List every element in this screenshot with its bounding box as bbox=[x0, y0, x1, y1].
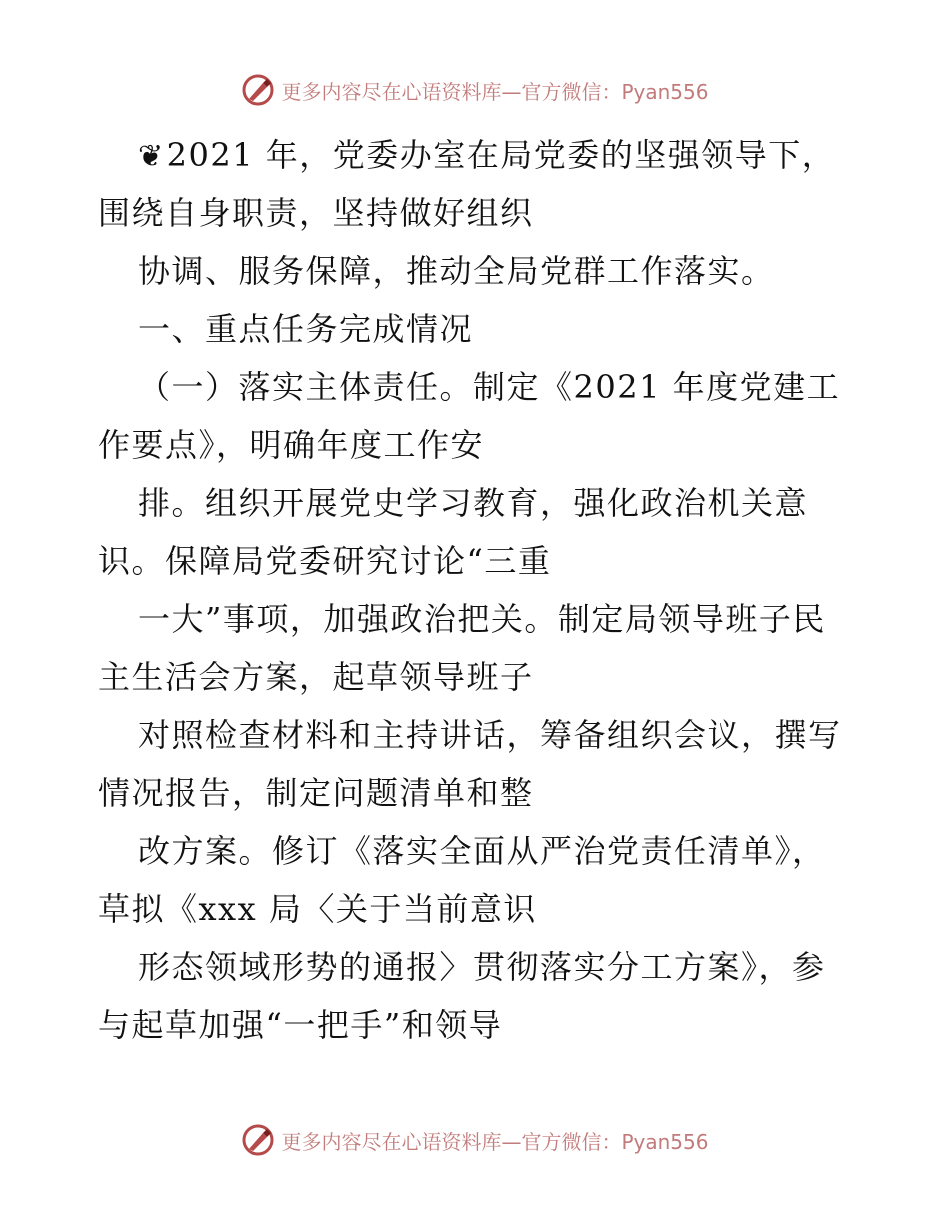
section-heading: 一、重点任务完成情况 bbox=[138, 310, 474, 348]
paragraph-line: 一大”事项，加强政治把关。制定局领导班子民 bbox=[138, 600, 826, 638]
paragraph-line: 识。保障局党委研究讨论“三重 bbox=[98, 542, 552, 580]
paragraph-line: 对照检查材料和主持讲话，筹备组织会议，撰写 bbox=[138, 716, 842, 754]
paragraph-line: 形态领域形势的通报〉贯彻落实分工方案》，参 bbox=[138, 948, 826, 986]
paragraph-line: 与起草加强“一把手”和领导 bbox=[98, 1006, 503, 1044]
paragraph-line: 围绕自身职责，坚持做好组织 bbox=[98, 194, 534, 232]
watermark-text: 更多内容尽在心语资料库—官方微信：Pyan556 bbox=[281, 1129, 709, 1154]
header-watermark bbox=[0, 70, 950, 110]
paragraph-line: 主生活会方案，起草领导班子 bbox=[98, 658, 534, 696]
paragraph-line: ❦2021 年，党委办室在局党委的坚强领导下， bbox=[138, 136, 836, 174]
paragraph-line: 草拟《xxx 局〈关于当前意识 bbox=[98, 890, 537, 928]
watermark-text: 更多内容尽在心语资料库—官方微信：Pyan556 bbox=[281, 79, 709, 104]
pen-logo-icon bbox=[241, 73, 275, 107]
swash-ornament-icon: ❦ bbox=[138, 139, 165, 174]
document-body bbox=[98, 126, 858, 1054]
pen-logo-icon bbox=[241, 1123, 275, 1157]
paragraph-line: 情况报告，制定问题清单和整 bbox=[98, 774, 534, 812]
paragraph-line: 作要点》，明确年度工作安 bbox=[98, 426, 485, 464]
footer-watermark bbox=[0, 1120, 950, 1160]
paragraph-line: （一）落实主体责任。制定《2021 年度党建工 bbox=[138, 368, 841, 406]
paragraph-line: 改方案。修订《落实全面从严治党责任清单》， bbox=[138, 832, 826, 870]
paragraph-line: 排。组织开展党史学习教育，强化政治机关意 bbox=[138, 484, 809, 522]
paragraph-line: 协调、服务保障，推动全局党群工作落实。 bbox=[138, 252, 775, 290]
